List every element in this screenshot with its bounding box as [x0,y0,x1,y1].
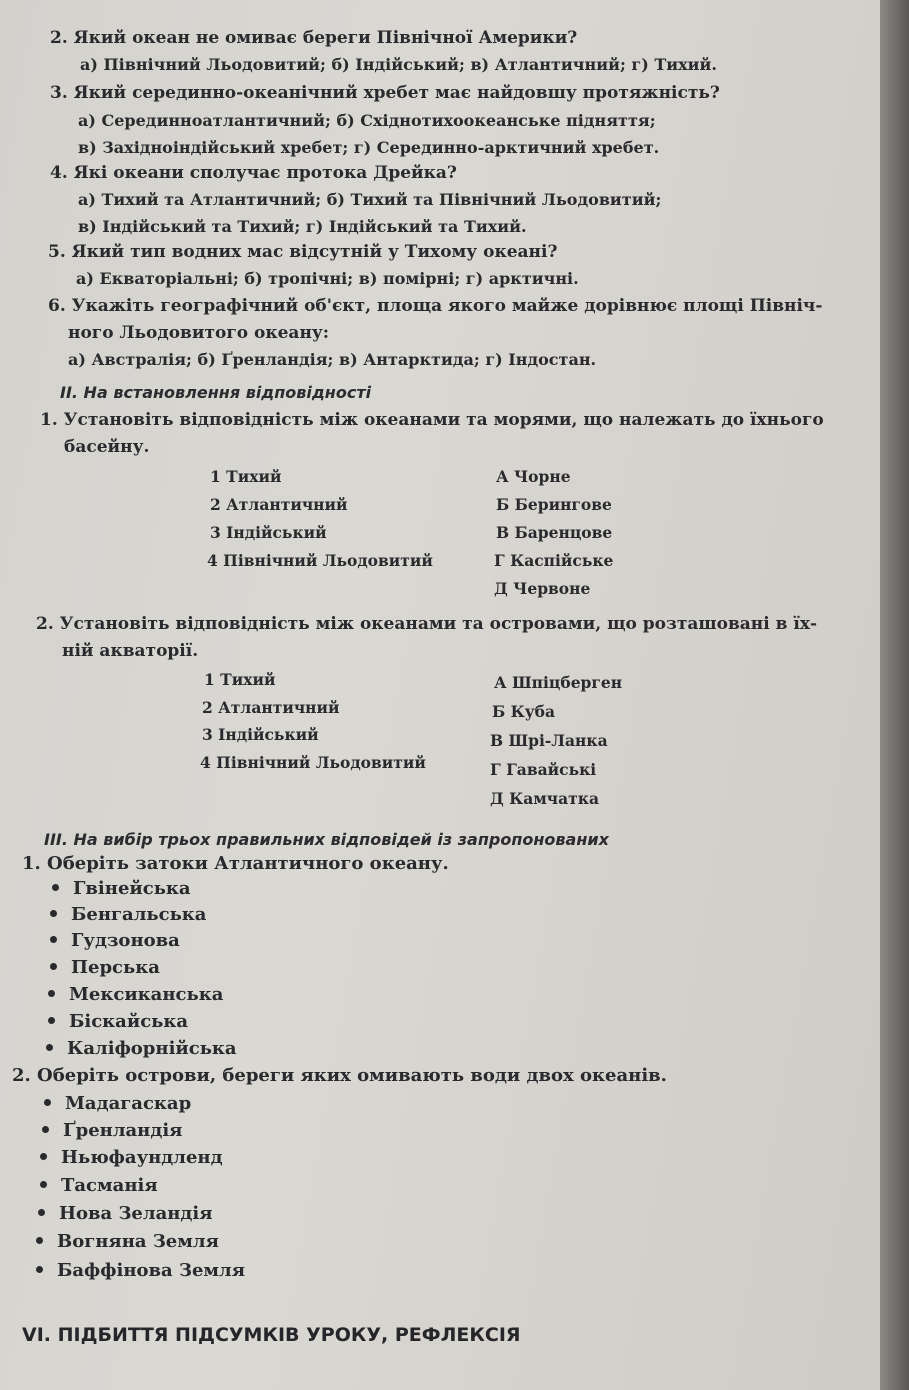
choice2-item-2: Ґренландія [42,1120,182,1141]
match1-left-1: 1 Тихий [210,467,282,486]
choice2-item-3: Ньюфаундленд [40,1147,223,1168]
match2-left-2: 2 Атлантичний [202,698,340,717]
question-3-options-1: а) Серединноатлантичний; б) Східнотихоокеанське підняття; [78,111,656,130]
choice2-item-1: Мадагаскар [44,1093,191,1114]
choice1-item-4: Перська [50,957,160,978]
matching-question-1: 1. Установіть відповідність між океанами та морями, що належать до їхнього [40,410,824,430]
question-2: 2. Який океан не омиває береги Північної Америки? [50,28,578,48]
match1-right-b: Б Берингове [496,495,612,514]
match2-left-1: 1 Тихий [204,670,276,689]
match1-left-3: 3 Індійський [210,523,327,542]
question-6-cont: ного Льодовитого океану: [68,323,330,343]
choice2-item-6: Вогняна Земля [36,1231,219,1252]
match2-right-a: А Шпіцберген [494,673,623,692]
question-4: 4. Які океани сполучає протока Дрейка? [50,163,457,183]
choice1-item-6: Біскайська [48,1011,188,1032]
choice2-item-5: Нова Зеландія [38,1203,213,1224]
question-6-options: а) Австралія; б) Ґренландія; в) Антарктида; г) Індостан. [68,350,597,369]
question-3: 3. Який серединно-океанічний хребет має найдовшу протяжність? [50,83,720,103]
match1-right-c: В Баренцове [496,523,613,542]
question-5: 5. Який тип водних мас відсутній у Тихому океані? [48,242,558,262]
question-4-options-1: а) Тихий та Атлантичний; б) Тихий та Північний Льодовитий; [78,190,662,209]
choice2-item-7: Баффінова Земля [36,1260,245,1281]
question-2-options: а) Північний Льодовитий; б) Індійський; в) Атлантичний; г) Тихий. [80,55,717,74]
choice1-item-3: Гудзонова [50,930,180,951]
question-5-options: а) Екваторіальні; б) тропічні; в) помірні; г) арктичні. [76,269,579,288]
page-edge [880,0,909,1390]
match2-right-c: В Шрі-Ланка [490,731,608,750]
choice1-item-2: Бенгальська [50,904,206,925]
section-heading-matching: II. На встановлення відповідності [60,383,372,402]
question-3-options-2: в) Західноіндійський хребет; г) Серединно-арктичний хребет. [78,138,660,157]
matching-question-1-cont: басейну. [64,437,150,457]
match1-right-e: Д Червоне [494,579,591,598]
match1-right-a: А Чорне [496,467,571,486]
match1-left-4: 4 Північний Льодовитий [207,551,433,570]
match1-left-2: 2 Атлантичний [210,495,348,514]
choice1-item-1: Гвінейська [52,878,191,899]
choice1-item-5: Мексиканська [48,984,223,1005]
question-4-options-2: в) Індійський та Тихий; г) Індійський та Тихий. [78,217,527,236]
final-section-heading: VI. ПІДБИТТЯ ПІДСУМКІВ УРОКУ, РЕФЛЕКСІЯ [22,1324,521,1346]
match1-right-d: Г Каспійське [494,551,614,570]
section-heading-choice: III. На вибір трьох правильних відповідей із запропонованих [44,830,609,849]
choice2-item-4: Тасманія [40,1175,158,1196]
match2-left-3: 3 Індійський [202,725,319,744]
question-6: 6. Укажіть географічний об'єкт, площа якого майже дорівнює площі Північ- [48,296,823,316]
choice-question-2: 2. Оберіть острови, береги яких омивають води двох океанів. [12,1065,667,1086]
choice1-item-7: Каліфорнійська [46,1038,237,1059]
match2-right-b: Б Куба [492,702,556,721]
choice-question-1: 1. Оберіть затоки Атлантичного океану. [22,853,449,874]
matching-question-2: 2. Установіть відповідність між океанами та островами, що розташовані в їх- [36,614,818,634]
match2-right-e: Д Камчатка [490,789,600,808]
matching-question-2-cont: ній акваторії. [62,641,199,661]
match2-left-4: 4 Північний Льодовитий [200,753,426,772]
match2-right-d: Г Гавайські [490,760,597,779]
